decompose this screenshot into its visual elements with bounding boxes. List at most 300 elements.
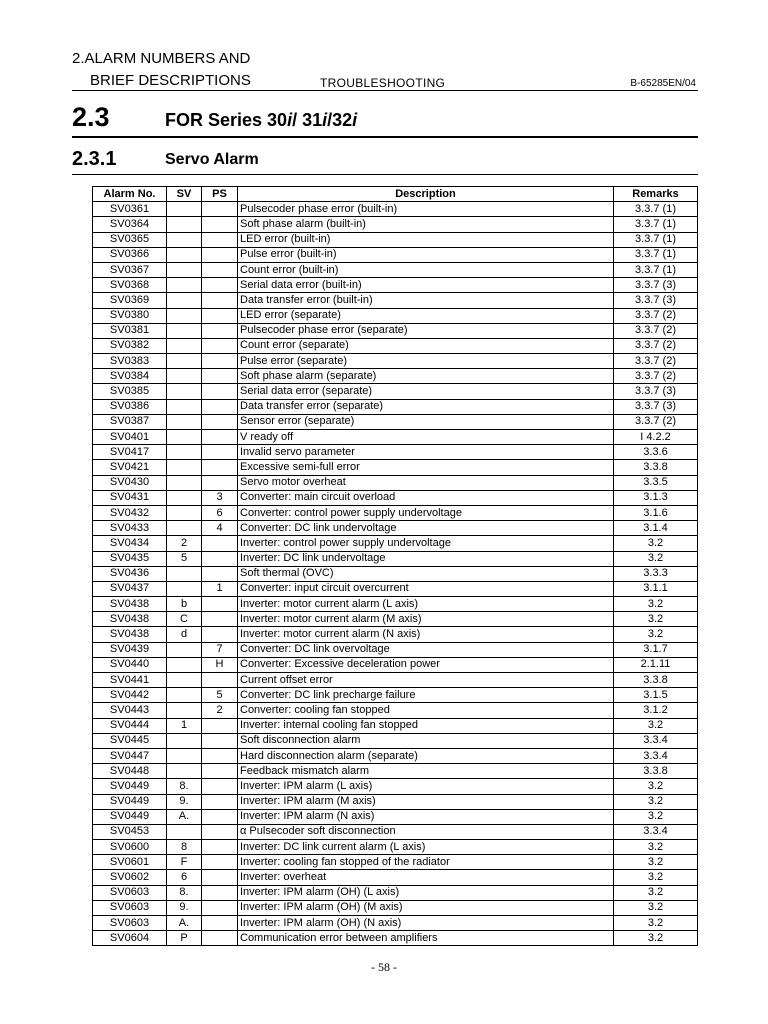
ps-code-cell: 6 <box>202 505 238 520</box>
alarm-number-cell: SV0438 <box>93 597 167 612</box>
table-row <box>93 642 698 657</box>
remarks-cell: 3.2 <box>614 885 698 900</box>
section-title <box>165 110 357 131</box>
table-row <box>93 308 698 323</box>
sv-code-cell <box>167 430 202 445</box>
alarm-number-cell: SV0364 <box>93 217 167 232</box>
description-cell: Soft phase alarm (built-in) <box>238 217 614 232</box>
table-row <box>93 703 698 718</box>
description-cell: Soft thermal (OVC) <box>238 566 614 581</box>
sv-code-cell <box>167 475 202 490</box>
sv-code-cell: A. <box>167 809 202 824</box>
remarks-cell: 3.3.7 (2) <box>614 338 698 353</box>
table-row <box>93 764 698 779</box>
ps-code-cell <box>202 733 238 748</box>
description-cell: Converter: control power supply undervoltage <box>238 505 614 520</box>
section-title-sep-1: / 31 <box>292 110 323 130</box>
alarm-number-cell: SV0435 <box>93 551 167 566</box>
sv-code-cell <box>167 262 202 277</box>
table-row <box>93 627 698 642</box>
table-row <box>93 414 698 429</box>
alarm-number-cell: SV0453 <box>93 824 167 839</box>
description-cell: α Pulsecoder soft disconnection <box>238 824 614 839</box>
remarks-cell: 3.1.4 <box>614 521 698 536</box>
sv-code-cell <box>167 217 202 232</box>
remarks-cell: I 4.2.2 <box>614 430 698 445</box>
sv-code-cell <box>167 399 202 414</box>
page-header <box>72 48 698 91</box>
alarm-number-cell: SV0434 <box>93 536 167 551</box>
remarks-cell: 3.3.7 (2) <box>614 354 698 369</box>
sv-code-cell: P <box>167 931 202 946</box>
description-cell: Inverter: motor current alarm (N axis) <box>238 627 614 642</box>
table-row <box>93 551 698 566</box>
table-row <box>93 505 698 520</box>
column-header-sv: SV <box>167 187 202 202</box>
remarks-cell: 3.2 <box>614 840 698 855</box>
ps-code-cell <box>202 384 238 399</box>
alarm-number-cell: SV0438 <box>93 612 167 627</box>
sv-code-cell <box>167 824 202 839</box>
sv-code-cell <box>167 642 202 657</box>
section-name: TROUBLESHOOTING <box>320 76 446 90</box>
ps-code-cell <box>202 293 238 308</box>
alarm-number-cell: SV0449 <box>93 794 167 809</box>
remarks-cell: 3.2 <box>614 794 698 809</box>
description-cell: Converter: Excessive deceleration power <box>238 657 614 672</box>
ps-code-cell <box>202 900 238 915</box>
description-cell: Data transfer error (separate) <box>238 399 614 414</box>
ps-code-cell <box>202 627 238 642</box>
sv-code-cell <box>167 354 202 369</box>
table-row <box>93 673 698 688</box>
alarm-number-cell: SV0381 <box>93 323 167 338</box>
description-cell: Pulse error (separate) <box>238 354 614 369</box>
ps-code-cell <box>202 916 238 931</box>
table-row <box>93 490 698 505</box>
table-row <box>93 597 698 612</box>
alarm-number-cell: SV0433 <box>93 521 167 536</box>
remarks-cell: 3.3.7 (2) <box>614 414 698 429</box>
subsection-number: 2.3.1 <box>72 148 117 170</box>
section-title-italic-3: i <box>352 110 358 130</box>
ps-code-cell <box>202 475 238 490</box>
ps-code-cell <box>202 794 238 809</box>
description-cell: Inverter: IPM alarm (L axis) <box>238 779 614 794</box>
table-row <box>93 202 698 217</box>
description-cell: Converter: DC link overvoltage <box>238 642 614 657</box>
alarm-number-cell: SV0601 <box>93 855 167 870</box>
sv-code-cell: 9. <box>167 900 202 915</box>
alarm-number-cell: SV0432 <box>93 505 167 520</box>
ps-code-cell <box>202 855 238 870</box>
remarks-cell: 3.3.7 (1) <box>614 217 698 232</box>
remarks-cell: 3.3.3 <box>614 566 698 581</box>
ps-code-cell: H <box>202 657 238 672</box>
ps-code-cell <box>202 612 238 627</box>
description-cell: Inverter: cooling fan stopped of the radiator <box>238 855 614 870</box>
remarks-cell: 3.2 <box>614 597 698 612</box>
section-title-text: FOR Series 30 <box>165 110 288 130</box>
section-number: 2.3 <box>72 102 110 132</box>
remarks-cell: 3.3.4 <box>614 733 698 748</box>
description-cell: Converter: DC link precharge failure <box>238 688 614 703</box>
sv-code-cell: 8. <box>167 779 202 794</box>
sv-code-cell <box>167 703 202 718</box>
table-row <box>93 232 698 247</box>
ps-code-cell <box>202 369 238 384</box>
sv-code-cell: 8 <box>167 840 202 855</box>
remarks-cell: 3.2 <box>614 612 698 627</box>
table-row <box>93 718 698 733</box>
sv-code-cell <box>167 445 202 460</box>
description-cell: Current offset error <box>238 673 614 688</box>
description-cell: Feedback mismatch alarm <box>238 764 614 779</box>
table-row <box>93 399 698 414</box>
sv-code-cell <box>167 384 202 399</box>
ps-code-cell <box>202 748 238 763</box>
sv-code-cell: A. <box>167 916 202 931</box>
description-cell: Soft disconnection alarm <box>238 733 614 748</box>
table-row <box>93 293 698 308</box>
remarks-cell: 3.2 <box>614 900 698 915</box>
table-row <box>93 809 698 824</box>
chapter-title-line2: BRIEF DESCRIPTIONS <box>90 72 251 89</box>
sv-code-cell <box>167 247 202 262</box>
ps-code-cell: 2 <box>202 703 238 718</box>
description-cell: Serial data error (separate) <box>238 384 614 399</box>
table-row <box>93 824 698 839</box>
table-row <box>93 384 698 399</box>
description-cell: Count error (built-in) <box>238 262 614 277</box>
alarm-number-cell: SV0441 <box>93 673 167 688</box>
alarm-number-cell: SV0440 <box>93 657 167 672</box>
servo-alarm-table <box>92 186 698 946</box>
alarm-number-cell: SV0603 <box>93 916 167 931</box>
alarm-number-cell: SV0436 <box>93 566 167 581</box>
description-cell: Excessive semi-full error <box>238 460 614 475</box>
alarm-number-cell: SV0437 <box>93 581 167 596</box>
remarks-cell: 3.3.7 (1) <box>614 262 698 277</box>
table-header-row <box>93 187 698 202</box>
remarks-cell: 3.3.7 (2) <box>614 323 698 338</box>
remarks-cell: 3.3.7 (3) <box>614 384 698 399</box>
chapter-title-line1: 2.ALARM NUMBERS AND <box>72 50 251 67</box>
sv-code-cell <box>167 673 202 688</box>
remarks-cell: 3.2 <box>614 809 698 824</box>
alarm-number-cell: SV0368 <box>93 278 167 293</box>
remarks-cell: 3.3.7 (1) <box>614 232 698 247</box>
sv-code-cell <box>167 566 202 581</box>
remarks-cell: 3.3.6 <box>614 445 698 460</box>
table-row <box>93 794 698 809</box>
remarks-cell: 3.3.7 (3) <box>614 293 698 308</box>
remarks-cell: 3.3.7 (1) <box>614 247 698 262</box>
ps-code-cell <box>202 673 238 688</box>
remarks-cell: 3.3.5 <box>614 475 698 490</box>
description-cell: Inverter: control power supply undervoltage <box>238 536 614 551</box>
sv-code-cell: b <box>167 597 202 612</box>
subsection-heading <box>72 148 698 175</box>
alarm-number-cell: SV0604 <box>93 931 167 946</box>
ps-code-cell <box>202 414 238 429</box>
alarm-number-cell: SV0449 <box>93 779 167 794</box>
ps-code-cell <box>202 354 238 369</box>
description-cell: Converter: DC link undervoltage <box>238 521 614 536</box>
description-cell: Hard disconnection alarm (separate) <box>238 748 614 763</box>
ps-code-cell <box>202 460 238 475</box>
description-cell: V ready off <box>238 430 614 445</box>
alarm-number-cell: SV0442 <box>93 688 167 703</box>
ps-code-cell <box>202 262 238 277</box>
table-row <box>93 885 698 900</box>
table-row <box>93 657 698 672</box>
description-cell: Invalid servo parameter <box>238 445 614 460</box>
sv-code-cell <box>167 764 202 779</box>
remarks-cell: 3.1.5 <box>614 688 698 703</box>
description-cell: Pulsecoder phase error (separate) <box>238 323 614 338</box>
column-header-ps: PS <box>202 187 238 202</box>
ps-code-cell: 1 <box>202 581 238 596</box>
table-row <box>93 566 698 581</box>
alarm-number-cell: SV0387 <box>93 414 167 429</box>
ps-code-cell: 3 <box>202 490 238 505</box>
description-cell: Communication error between amplifiers <box>238 931 614 946</box>
table-row <box>93 430 698 445</box>
ps-code-cell <box>202 885 238 900</box>
remarks-cell: 3.2 <box>614 916 698 931</box>
sv-code-cell <box>167 278 202 293</box>
ps-code-cell <box>202 597 238 612</box>
table-row <box>93 733 698 748</box>
sv-code-cell: 5 <box>167 551 202 566</box>
remarks-cell: 3.3.7 (2) <box>614 308 698 323</box>
remarks-cell: 3.2 <box>614 779 698 794</box>
description-cell: LED error (separate) <box>238 308 614 323</box>
description-cell: Inverter: motor current alarm (M axis) <box>238 612 614 627</box>
subsection-title: Servo Alarm <box>165 151 259 168</box>
table-row <box>93 460 698 475</box>
ps-code-cell <box>202 445 238 460</box>
alarm-number-cell: SV0417 <box>93 445 167 460</box>
remarks-cell: 3.2 <box>614 718 698 733</box>
column-header-remarks: Remarks <box>614 187 698 202</box>
alarm-number-cell: SV0369 <box>93 293 167 308</box>
remarks-cell: 3.3.7 (3) <box>614 399 698 414</box>
alarm-number-cell: SV0602 <box>93 870 167 885</box>
description-cell: Converter: input circuit overcurrent <box>238 581 614 596</box>
remarks-cell: 3.1.2 <box>614 703 698 718</box>
alarm-number-cell: SV0603 <box>93 885 167 900</box>
alarm-number-cell: SV0386 <box>93 399 167 414</box>
table-row <box>93 247 698 262</box>
table-row <box>93 688 698 703</box>
alarm-number-cell: SV0443 <box>93 703 167 718</box>
remarks-cell: 2.1.11 <box>614 657 698 672</box>
sv-code-cell <box>167 490 202 505</box>
ps-code-cell <box>202 718 238 733</box>
sv-code-cell <box>167 414 202 429</box>
sv-code-cell: 1 <box>167 718 202 733</box>
ps-code-cell: 4 <box>202 521 238 536</box>
table-row <box>93 900 698 915</box>
description-cell: Data transfer error (built-in) <box>238 293 614 308</box>
sv-code-cell <box>167 733 202 748</box>
sv-code-cell <box>167 338 202 353</box>
table-row <box>93 612 698 627</box>
ps-code-cell <box>202 247 238 262</box>
ps-code-cell <box>202 551 238 566</box>
description-cell: Pulse error (built-in) <box>238 247 614 262</box>
alarm-number-cell: SV0365 <box>93 232 167 247</box>
remarks-cell: 3.2 <box>614 931 698 946</box>
description-cell: Soft phase alarm (separate) <box>238 369 614 384</box>
table-body <box>93 202 698 946</box>
sv-code-cell: 9. <box>167 794 202 809</box>
remarks-cell: 3.1.3 <box>614 490 698 505</box>
section-title-italic-2: i <box>322 110 328 130</box>
sv-code-cell <box>167 505 202 520</box>
ps-code-cell: 5 <box>202 688 238 703</box>
table-row <box>93 916 698 931</box>
description-cell: Inverter: motor current alarm (L axis) <box>238 597 614 612</box>
ps-code-cell <box>202 323 238 338</box>
sv-code-cell <box>167 308 202 323</box>
column-header-alarm-no: Alarm No. <box>93 187 167 202</box>
ps-code-cell <box>202 232 238 247</box>
description-cell: Count error (separate) <box>238 338 614 353</box>
alarm-number-cell: SV0431 <box>93 490 167 505</box>
ps-code-cell <box>202 278 238 293</box>
description-cell: Inverter: overheat <box>238 870 614 885</box>
remarks-cell: 3.1.7 <box>614 642 698 657</box>
sv-code-cell <box>167 748 202 763</box>
sv-code-cell <box>167 369 202 384</box>
remarks-cell: 3.2 <box>614 551 698 566</box>
remarks-cell: 3.2 <box>614 627 698 642</box>
ps-code-cell <box>202 566 238 581</box>
page-number: - 58 - <box>371 960 397 974</box>
sv-code-cell: d <box>167 627 202 642</box>
alarm-number-cell: SV0421 <box>93 460 167 475</box>
description-cell: Pulsecoder phase error (built-in) <box>238 202 614 217</box>
description-cell: Inverter: IPM alarm (OH) (N axis) <box>238 916 614 931</box>
ps-code-cell <box>202 824 238 839</box>
table-row <box>93 779 698 794</box>
sv-code-cell: C <box>167 612 202 627</box>
alarm-number-cell: SV0401 <box>93 430 167 445</box>
ps-code-cell <box>202 870 238 885</box>
section-title-sep-2: /32 <box>327 110 353 130</box>
ps-code-cell <box>202 308 238 323</box>
table-row <box>93 536 698 551</box>
remarks-cell: 3.3.8 <box>614 460 698 475</box>
alarm-number-cell: SV0600 <box>93 840 167 855</box>
table-row <box>93 217 698 232</box>
alarm-number-cell: SV0439 <box>93 642 167 657</box>
sv-code-cell <box>167 202 202 217</box>
remarks-cell: 3.2 <box>614 536 698 551</box>
ps-code-cell: 7 <box>202 642 238 657</box>
alarm-number-cell: SV0380 <box>93 308 167 323</box>
alarm-number-cell: SV0438 <box>93 627 167 642</box>
ps-code-cell <box>202 764 238 779</box>
ps-code-cell <box>202 840 238 855</box>
sv-code-cell: F <box>167 855 202 870</box>
remarks-cell: 3.3.7 (2) <box>614 369 698 384</box>
alarm-number-cell: SV0603 <box>93 900 167 915</box>
table-row <box>93 445 698 460</box>
description-cell: LED error (built-in) <box>238 232 614 247</box>
remarks-cell: 3.3.4 <box>614 748 698 763</box>
sv-code-cell: 8. <box>167 885 202 900</box>
alarm-number-cell: SV0367 <box>93 262 167 277</box>
description-cell: Inverter: internal cooling fan stopped <box>238 718 614 733</box>
alarm-number-cell: SV0366 <box>93 247 167 262</box>
alarm-number-cell: SV0448 <box>93 764 167 779</box>
remarks-cell: 3.3.7 (1) <box>614 202 698 217</box>
table-row <box>93 323 698 338</box>
description-cell: Converter: cooling fan stopped <box>238 703 614 718</box>
table-row <box>93 931 698 946</box>
ps-code-cell <box>202 217 238 232</box>
remarks-cell: 3.2 <box>614 870 698 885</box>
description-cell: Inverter: IPM alarm (OH) (L axis) <box>238 885 614 900</box>
remarks-cell: 3.3.4 <box>614 824 698 839</box>
sv-code-cell <box>167 521 202 536</box>
table-row <box>93 855 698 870</box>
sv-code-cell <box>167 323 202 338</box>
table-row <box>93 581 698 596</box>
alarm-number-cell: SV0361 <box>93 202 167 217</box>
table-row <box>93 870 698 885</box>
table-row <box>93 748 698 763</box>
table-row <box>93 278 698 293</box>
sv-code-cell: 6 <box>167 870 202 885</box>
alarm-number-cell: SV0430 <box>93 475 167 490</box>
ps-code-cell <box>202 536 238 551</box>
alarm-number-cell: SV0382 <box>93 338 167 353</box>
remarks-cell: 3.3.7 (3) <box>614 278 698 293</box>
table-row <box>93 369 698 384</box>
sv-code-cell <box>167 460 202 475</box>
description-cell: Converter: main circuit overload <box>238 490 614 505</box>
remarks-cell: 3.3.8 <box>614 673 698 688</box>
sv-code-cell <box>167 293 202 308</box>
ps-code-cell <box>202 779 238 794</box>
description-cell: Inverter: IPM alarm (OH) (M axis) <box>238 900 614 915</box>
description-cell: Inverter: DC link current alarm (L axis) <box>238 840 614 855</box>
section-heading <box>72 102 698 138</box>
table-row <box>93 475 698 490</box>
ps-code-cell <box>202 202 238 217</box>
remarks-cell: 3.1.6 <box>614 505 698 520</box>
ps-code-cell <box>202 931 238 946</box>
description-cell: Servo motor overheat <box>238 475 614 490</box>
table-row <box>93 354 698 369</box>
table-row <box>93 338 698 353</box>
sv-code-cell <box>167 581 202 596</box>
sv-code-cell <box>167 232 202 247</box>
sv-code-cell <box>167 657 202 672</box>
alarm-number-cell: SV0444 <box>93 718 167 733</box>
section-title-italic-1: i <box>287 110 293 130</box>
alarm-number-cell: SV0445 <box>93 733 167 748</box>
document-code: B-65285EN/04 <box>630 78 696 89</box>
description-cell: Inverter: DC link undervoltage <box>238 551 614 566</box>
alarm-number-cell: SV0449 <box>93 809 167 824</box>
alarm-number-cell: SV0385 <box>93 384 167 399</box>
